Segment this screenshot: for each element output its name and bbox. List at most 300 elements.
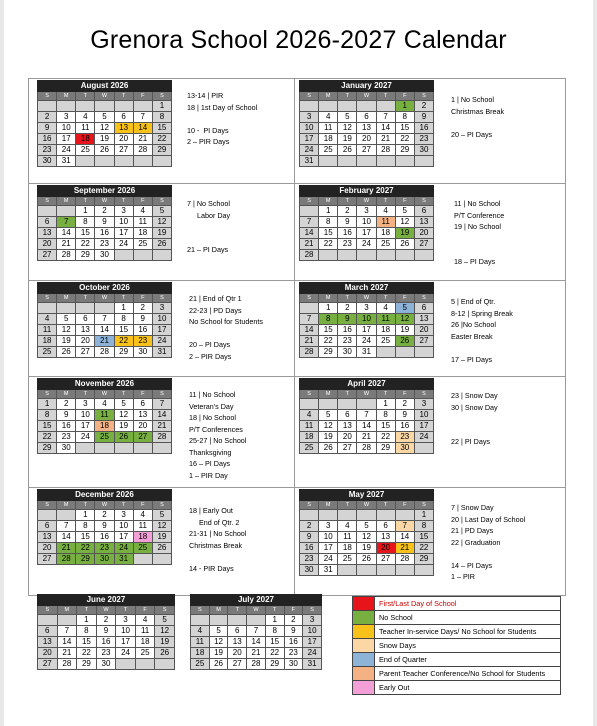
empty-cell: [338, 565, 357, 576]
weekday-header: T: [228, 606, 247, 615]
note-line: Labor Day: [187, 210, 231, 220]
weekday-header: S: [155, 606, 175, 615]
weekday-header: T: [376, 294, 395, 303]
day-cell: 17: [319, 543, 338, 554]
empty-cell: [357, 250, 376, 261]
day-cell: 6: [357, 112, 376, 123]
day-cell: 20: [76, 336, 95, 347]
weekday-header: W: [96, 606, 116, 615]
weekday-header: F: [395, 390, 414, 399]
day-cell: 10: [414, 410, 433, 421]
day-cell: 8: [76, 521, 95, 532]
note-line: [187, 221, 230, 233]
weekday-header: T: [76, 390, 95, 399]
empty-cell: [414, 443, 433, 454]
day-cell: 9: [300, 532, 319, 543]
day-cell: 29: [76, 250, 95, 261]
empty-cell: [76, 101, 95, 112]
day-cell: 9: [38, 123, 57, 134]
row-divider: [28, 280, 566, 281]
month-title: November 2026: [38, 379, 172, 390]
weekday-header: W: [95, 390, 114, 399]
empty-cell: [357, 399, 376, 410]
day-cell: 14: [95, 325, 114, 336]
month-october-2026: [37, 282, 171, 358]
day-cell: 23: [338, 336, 357, 347]
day-cell: 25: [191, 659, 210, 670]
day-cell: 27: [38, 250, 57, 261]
empty-cell: [133, 156, 152, 167]
day-cell: 22: [395, 134, 414, 145]
day-cell: 8: [319, 314, 338, 325]
month-february-2027: [299, 185, 433, 261]
empty-cell: [357, 156, 376, 167]
day-cell: 15: [319, 228, 338, 239]
day-cell: 28: [57, 659, 77, 670]
day-cell: 3: [303, 615, 322, 626]
note-line: Veteran's Day: [189, 401, 234, 411]
empty-cell: [319, 399, 338, 410]
day-cell: 20: [38, 648, 58, 659]
weekday-header: S: [191, 606, 210, 615]
note-line: 21 – PI Days: [187, 245, 229, 254]
day-cell: 19: [209, 648, 228, 659]
day-cell: 2: [38, 112, 57, 123]
note-line: 21 | End of Qtr 1: [189, 294, 242, 303]
empty-cell: [133, 554, 152, 565]
day-cell: 12: [152, 521, 171, 532]
day-cell: 11: [191, 637, 210, 648]
day-cell: 2: [284, 615, 303, 626]
weekday-header: W: [357, 197, 376, 206]
day-cell: 25: [135, 648, 155, 659]
legend-label: First/Last Day of School: [375, 597, 561, 611]
day-cell: 21: [57, 543, 76, 554]
note-line: 14 - PIR Days: [189, 563, 234, 573]
note-line: 20 | Last Day of School: [451, 514, 526, 524]
weekday-header: S: [38, 92, 57, 101]
day-cell: 9: [338, 217, 357, 228]
weekday-header: M: [57, 197, 76, 206]
day-cell: 8: [414, 521, 433, 532]
note-line: 18 | No School: [189, 413, 237, 422]
empty-cell: [338, 156, 357, 167]
empty-cell: [152, 443, 171, 454]
empty-cell: [152, 250, 171, 261]
month-notes: [187, 198, 230, 256]
empty-cell: [114, 250, 133, 261]
day-cell: 3: [357, 303, 376, 314]
day-cell: 22: [376, 432, 395, 443]
weekday-header: T: [116, 606, 136, 615]
day-cell: 26: [155, 648, 175, 659]
day-cell: 17: [114, 532, 133, 543]
note-line: 11 | No School: [189, 390, 236, 399]
day-cell: 27: [338, 443, 357, 454]
day-cell: 26: [209, 659, 228, 670]
note-line: 7 | Snow Day: [451, 503, 494, 512]
day-cell: 23: [300, 554, 319, 565]
day-cell: 2: [414, 101, 433, 112]
day-cell: 4: [38, 314, 57, 325]
day-cell: 3: [114, 510, 133, 521]
day-cell: 14: [57, 532, 76, 543]
day-cell: 8: [114, 314, 133, 325]
day-cell: 30: [300, 565, 319, 576]
day-cell: 11: [338, 532, 357, 543]
day-cell: 25: [133, 239, 152, 250]
legend: [352, 596, 561, 695]
weekday-header: T: [77, 606, 97, 615]
day-cell: 4: [191, 626, 210, 637]
empty-cell: [95, 156, 114, 167]
empty-cell: [57, 101, 76, 112]
day-cell: 30: [338, 347, 357, 358]
day-cell: 22: [319, 239, 338, 250]
day-cell: 7: [152, 399, 171, 410]
note-line: Thanksgiving: [189, 447, 232, 457]
day-cell: 2: [133, 303, 152, 314]
day-cell: 22: [76, 239, 95, 250]
weekday-header: S: [38, 390, 57, 399]
day-cell: 28: [57, 250, 76, 261]
day-cell: 24: [114, 239, 133, 250]
month-title: August 2026: [38, 81, 172, 92]
day-cell: 24: [357, 336, 376, 347]
day-cell: 15: [395, 123, 414, 134]
weekday-header: T: [114, 294, 133, 303]
empty-cell: [57, 206, 76, 217]
day-cell: 31: [357, 347, 376, 358]
day-cell: 9: [414, 112, 433, 123]
day-cell: 1: [319, 206, 338, 217]
day-cell: 3: [114, 206, 133, 217]
day-cell: 12: [209, 637, 228, 648]
weekday-header: F: [133, 92, 152, 101]
day-cell: 29: [76, 554, 95, 565]
weekday-header: M: [209, 606, 228, 615]
empty-cell: [57, 510, 76, 521]
day-cell: 26: [95, 145, 114, 156]
day-cell: 9: [95, 217, 114, 228]
note-line: P/T Conference: [454, 210, 505, 220]
day-cell: 18: [76, 134, 95, 145]
day-cell: 11: [133, 217, 152, 228]
day-cell: 4: [300, 410, 319, 421]
day-cell: 7: [57, 626, 77, 637]
empty-cell: [319, 156, 338, 167]
note-line: 16 – PI Days: [189, 459, 231, 468]
empty-cell: [376, 347, 395, 358]
day-cell: 30: [284, 659, 303, 670]
note-line: Christmas Break: [189, 540, 243, 550]
month-title: January 2027: [300, 81, 434, 92]
weekday-header: S: [152, 390, 171, 399]
weekday-header: T: [76, 501, 95, 510]
month-title: June 2027: [38, 595, 175, 606]
empty-cell: [376, 156, 395, 167]
day-cell: 20: [114, 134, 133, 145]
day-cell: 17: [116, 637, 136, 648]
day-cell: 11: [376, 314, 395, 325]
day-cell: 9: [133, 314, 152, 325]
day-cell: 11: [319, 123, 338, 134]
day-cell: 24: [76, 432, 95, 443]
day-cell: 14: [376, 123, 395, 134]
legend-swatch: [353, 611, 375, 625]
empty-cell: [300, 303, 319, 314]
day-cell: 8: [376, 410, 395, 421]
day-cell: 10: [303, 626, 322, 637]
day-cell: 15: [77, 637, 97, 648]
empty-cell: [38, 615, 58, 626]
weekday-header: W: [95, 294, 114, 303]
legend-item: [353, 611, 561, 625]
legend-swatch: [353, 667, 375, 681]
day-cell: 16: [414, 123, 433, 134]
day-cell: 16: [96, 637, 116, 648]
empty-cell: [95, 303, 114, 314]
day-cell: 6: [414, 206, 433, 217]
day-cell: 26: [395, 336, 414, 347]
legend-label: Parent Teacher Conference/No School for Students: [375, 667, 561, 681]
month-august-2026: [37, 80, 171, 167]
weekday-header: S: [414, 390, 433, 399]
day-cell: 19: [395, 325, 414, 336]
note-line: 30 | Snow Day: [451, 402, 498, 412]
note-line: [454, 244, 504, 256]
day-cell: 22: [76, 543, 95, 554]
note-line: 22 | PI Days: [451, 437, 491, 446]
empty-cell: [300, 399, 319, 410]
weekday-header: W: [357, 390, 376, 399]
weekday-header: S: [38, 501, 57, 510]
day-cell: 14: [357, 421, 376, 432]
empty-cell: [133, 101, 152, 112]
empty-cell: [414, 565, 433, 576]
day-cell: 27: [376, 554, 395, 565]
empty-cell: [338, 510, 357, 521]
day-cell: 6: [376, 521, 395, 532]
day-cell: 1: [77, 615, 97, 626]
day-cell: 29: [376, 443, 395, 454]
note-line: 5 | End of Qtr.: [451, 297, 496, 306]
day-cell: 14: [57, 637, 77, 648]
day-cell: 18: [191, 648, 210, 659]
legend-swatch: [353, 639, 375, 653]
day-cell: 2: [96, 615, 116, 626]
note-line: End of Qtr. 2: [189, 517, 240, 527]
day-cell: 14: [300, 228, 319, 239]
day-cell: 23: [284, 648, 303, 659]
day-cell: 5: [95, 112, 114, 123]
weekday-header: F: [133, 390, 152, 399]
legend-swatch: [353, 625, 375, 639]
weekday-header: S: [414, 197, 433, 206]
day-cell: 30: [414, 145, 433, 156]
day-cell: 24: [319, 554, 338, 565]
day-cell: 3: [76, 399, 95, 410]
day-cell: 24: [116, 648, 136, 659]
day-cell: 21: [247, 648, 266, 659]
day-cell: 28: [152, 432, 171, 443]
day-cell: 25: [376, 239, 395, 250]
weekday-header: S: [152, 294, 171, 303]
weekday-header: W: [95, 197, 114, 206]
day-cell: 12: [338, 123, 357, 134]
day-cell: 24: [300, 145, 319, 156]
day-cell: 13: [38, 637, 58, 648]
day-cell: 21: [133, 134, 152, 145]
day-cell: 25: [338, 554, 357, 565]
legend-item: [353, 597, 561, 611]
day-cell: 13: [414, 217, 433, 228]
day-cell: 15: [114, 325, 133, 336]
day-cell: 8: [38, 410, 57, 421]
day-cell: 25: [133, 543, 152, 554]
day-cell: 27: [114, 145, 133, 156]
day-cell: 20: [414, 228, 433, 239]
day-cell: 13: [114, 123, 133, 134]
weekday-header: S: [38, 197, 57, 206]
note-line: 8-12 | Spring Break: [451, 308, 513, 318]
empty-cell: [395, 510, 414, 521]
day-cell: 19: [152, 228, 171, 239]
day-cell: 16: [133, 325, 152, 336]
day-cell: 7: [133, 112, 152, 123]
month-notes: [187, 90, 257, 148]
day-cell: 28: [300, 250, 319, 261]
day-cell: 23: [414, 134, 433, 145]
weekday-header: T: [265, 606, 284, 615]
weekday-header: T: [76, 197, 95, 206]
empty-cell: [376, 510, 395, 521]
empty-cell: [133, 250, 152, 261]
day-cell: 18: [38, 336, 57, 347]
note-line: 1 | No School: [451, 95, 495, 104]
day-cell: 29: [152, 145, 171, 156]
empty-cell: [114, 443, 133, 454]
weekday-header: F: [395, 501, 414, 510]
month-title: March 2027: [300, 283, 434, 294]
empty-cell: [414, 347, 433, 358]
month-title: July 2027: [191, 595, 322, 606]
day-cell: 7: [95, 314, 114, 325]
month-title: December 2026: [38, 490, 172, 501]
weekday-header: S: [152, 197, 171, 206]
day-cell: 3: [116, 615, 136, 626]
note-line: 13-14 | PIR: [187, 91, 224, 100]
weekday-header: M: [319, 390, 338, 399]
day-cell: 3: [57, 112, 76, 123]
day-cell: 4: [376, 206, 395, 217]
note-line: [451, 413, 498, 425]
day-cell: 23: [395, 432, 414, 443]
day-cell: 3: [319, 521, 338, 532]
day-cell: 15: [152, 123, 171, 134]
day-cell: 21: [357, 432, 376, 443]
day-cell: 3: [152, 303, 171, 314]
day-cell: 10: [114, 217, 133, 228]
empty-cell: [376, 101, 395, 112]
day-cell: 16: [38, 134, 57, 145]
day-cell: 19: [114, 421, 133, 432]
legend-swatch: [353, 597, 375, 611]
day-cell: 27: [76, 347, 95, 358]
day-cell: 30: [96, 659, 116, 670]
day-cell: 7: [57, 521, 76, 532]
note-line: 2 – PIR Days: [187, 137, 230, 146]
empty-cell: [209, 615, 228, 626]
day-cell: 28: [57, 554, 76, 565]
day-cell: 12: [319, 421, 338, 432]
day-cell: 20: [357, 134, 376, 145]
day-cell: 17: [357, 228, 376, 239]
day-cell: 23: [96, 648, 116, 659]
weekday-header: T: [114, 197, 133, 206]
day-cell: 27: [414, 336, 433, 347]
empty-cell: [338, 250, 357, 261]
day-cell: 10: [319, 532, 338, 543]
month-november-2026: [37, 378, 171, 454]
weekday-header: F: [395, 92, 414, 101]
note-line: Christmas Break: [451, 106, 505, 116]
day-cell: 20: [414, 325, 433, 336]
row-divider: [28, 487, 566, 488]
day-cell: 1: [265, 615, 284, 626]
month-notes: [451, 502, 525, 583]
empty-cell: [414, 156, 433, 167]
note-line: 23 | Snow Day: [451, 391, 498, 400]
month-may-2027: [299, 489, 433, 576]
month-notes: [189, 293, 263, 362]
day-cell: 17: [303, 637, 322, 648]
day-cell: 21: [300, 239, 319, 250]
day-cell: 26: [57, 347, 76, 358]
month-march-2027: [299, 282, 433, 358]
day-cell: 30: [395, 443, 414, 454]
empty-cell: [300, 206, 319, 217]
day-cell: 4: [376, 303, 395, 314]
day-cell: 31: [152, 347, 171, 358]
empty-cell: [357, 101, 376, 112]
note-line: 18 – PI Days: [454, 256, 496, 266]
legend-label: Early Out: [375, 681, 561, 695]
weekday-header: T: [76, 92, 95, 101]
note-line: 14 – PI Days: [451, 560, 493, 570]
day-cell: 17: [76, 421, 95, 432]
day-cell: 8: [319, 217, 338, 228]
day-cell: 27: [38, 659, 58, 670]
day-cell: 21: [395, 543, 414, 554]
weekday-header: T: [376, 92, 395, 101]
weekday-header: W: [95, 92, 114, 101]
weekday-header: S: [303, 606, 322, 615]
day-cell: 7: [300, 314, 319, 325]
day-cell: 10: [300, 123, 319, 134]
day-cell: 11: [38, 325, 57, 336]
empty-cell: [95, 443, 114, 454]
weekday-header: T: [376, 390, 395, 399]
day-cell: 5: [114, 399, 133, 410]
legend-label: Snow Days: [375, 639, 561, 653]
empty-cell: [338, 101, 357, 112]
empty-cell: [114, 101, 133, 112]
weekday-header: T: [338, 92, 357, 101]
day-cell: 6: [38, 217, 57, 228]
day-cell: 16: [95, 228, 114, 239]
day-cell: 14: [300, 325, 319, 336]
